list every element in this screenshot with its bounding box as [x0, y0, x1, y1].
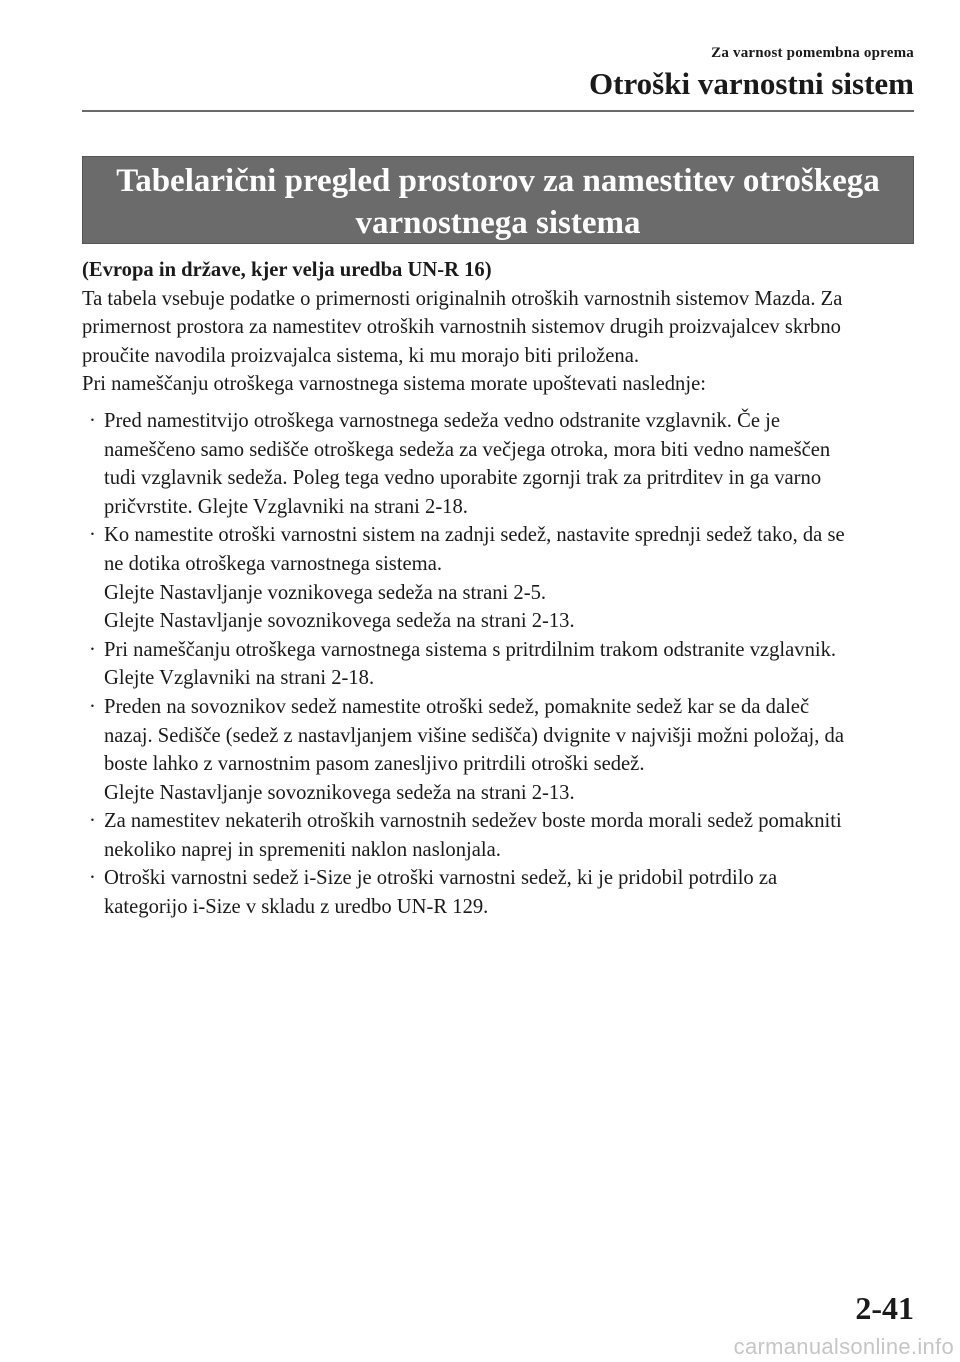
instruction-list	[82, 407, 916, 922]
list-item: · Pri nameščanju otroškega varnostnega sistema s pritrdilnim trakom odstranite vzglavnik. Glejte Vzglavniki na strani 2-18.	[82, 636, 916, 693]
section-title: Za varnost pomembna oprema	[711, 45, 914, 61]
bullet-marker: ·	[89, 867, 96, 890]
bullet-marker: ·	[89, 638, 96, 661]
bullet-marker: ·	[89, 409, 96, 432]
list-item: · Pred namestitvijo otroškega varnostnega sedeža vedno odstranite vzglavnik. Če je nameščeno samo sedišče otroškega sedeža za večjega otroka, mora biti vedno nameščen tudi vzglavnik sedeža. Poleg tega vedno uporabite zgornji trak za pritrditev in ga varno pričvrstite. Glejte Vzglavniki na strani 2-18.	[82, 407, 916, 521]
section-banner	[82, 156, 914, 244]
intro-paragraph	[82, 285, 916, 399]
list-item: · Preden na sovoznikov sedež namestite otroški sedež, pomaknite sedež kar se da daleč nazaj. Sedišče (sedež z nastavljanjem višine sedišča) dvignite v najvišji možni položaj, da boste lahko z varnostnim pasom zanesljivo pritrdili otroški sedež. Glejte Nastavljanje sovoznikovega sedeža na strani 2-13.	[82, 693, 916, 807]
banner-line-2: varnostnega sistema	[355, 205, 641, 241]
page-body	[82, 256, 916, 922]
list-item: · Otroški varnostni sedež i-Size je otroški varnostni sedež, ki je pridobil potrdilo za kategorijo i-Size v skladu z uredbo UN-R 129.	[82, 864, 916, 921]
banner-line-1: Tabelarični pregled prostorov za namestitev otroškega	[116, 163, 880, 199]
chapter-title: Otroški varnostni sistem	[589, 66, 914, 101]
watermark: carmanualsonline.info	[733, 1334, 954, 1359]
bullet-marker: ·	[89, 695, 96, 718]
bullet-marker: ·	[89, 524, 96, 547]
region-heading: (Evropa in države, kjer velja uredba UN-R 16)	[82, 259, 492, 281]
list-item: · Ko namestite otroški varnostni sistem na zadnji sedež, nastavite sprednji sedež tako, da se ne dotika otroškega varnostnega sistema. Glejte Nastavljanje voznikovega sedeža na strani 2-5. Glejte Nastavljanje sovoznikovega sedeža na strani 2-13.	[82, 521, 916, 635]
page-number: 2-41	[855, 1290, 914, 1326]
list-item: · Za namestitev nekaterih otroških varnostnih sedežev boste morda morali sedež pomakniti nekoliko naprej in spremeniti naklon naslonjala.	[82, 807, 916, 864]
intro-line: primernost prostora za namestitev otroških varnostnih sistemov drugih proizvajalcev skrbno	[82, 316, 841, 339]
intro-line: proučite navodila proizvajalca sistema, ki mu morajo biti priložena.	[82, 344, 639, 367]
intro-line: Pri nameščanju otroškega varnostnega sistema morate upoštevati naslednje:	[82, 373, 706, 396]
header-divider	[82, 110, 914, 112]
intro-line: Ta tabela vsebuje podatke o primernosti originalnih otroških varnostnih sistemov Mazda. Za	[82, 287, 843, 310]
running-header	[589, 44, 914, 102]
bullet-marker: ·	[89, 810, 96, 833]
